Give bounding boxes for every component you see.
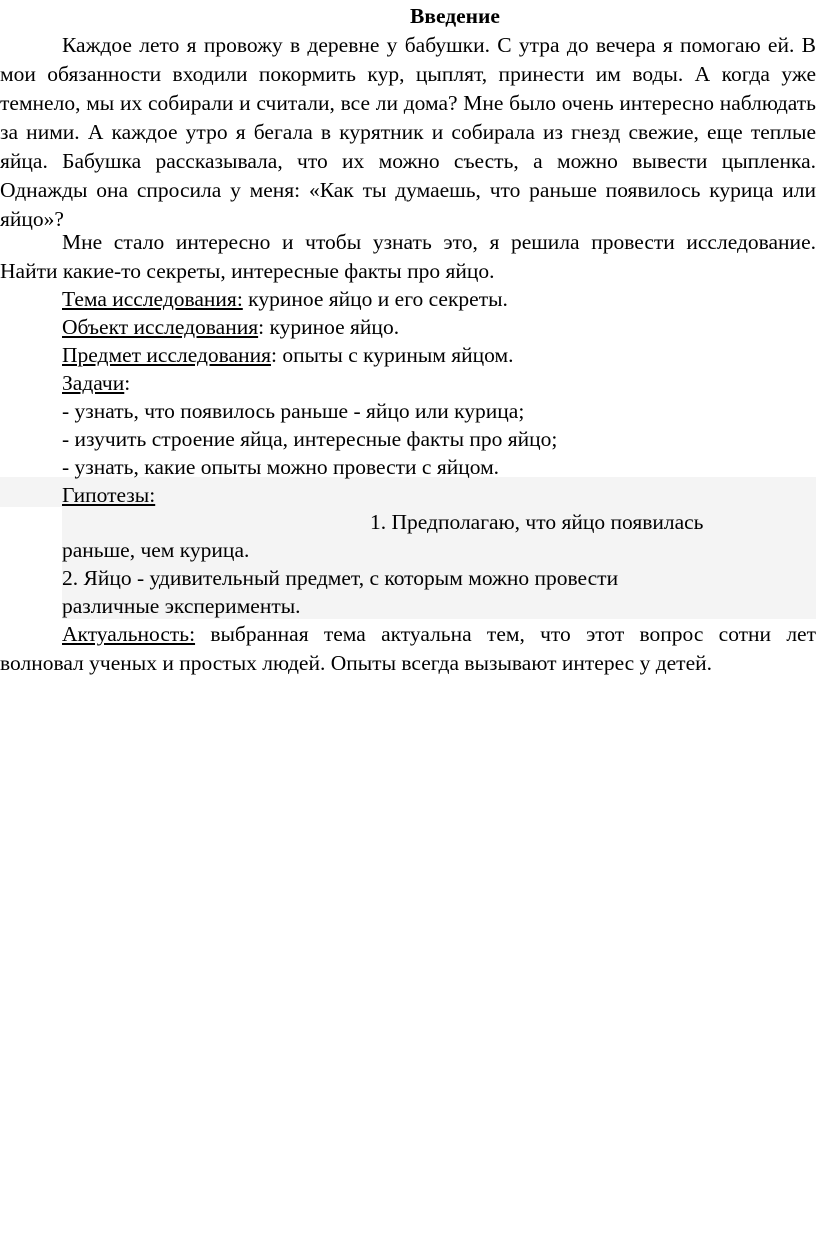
hypotheses-label: Гипотезы: — [62, 483, 156, 507]
tasks-line — [62, 369, 130, 398]
document-title: Введение — [410, 4, 500, 28]
intro-paragraph: Каждое лето я провожу в деревне у бабушки. С утра до вечера я помогаю ей. В мои обязанности входили покормить кур, цыплят, принести им воды. А когда уже темнело, мы их собирали и считали, все ли дома? Мне было очень интересно наблюдать за ними. А каждое утро я бегала в курятник и собирала из гнезд свежие, еще теплые яйца. Бабушка рассказывала, что их можно съесть, а можно вывести цыпленка. Однажды она спросила у меня: «Как ты думаешь, что раньше появилось курица или яйцо»? — [0, 33, 816, 231]
topic-label: Тема исследования: — [62, 287, 243, 311]
object-label: Объект исследования — [62, 315, 259, 339]
subject-value: : опыты с куриным яйцом. — [270, 343, 514, 367]
task-item: - узнать, что появилось раньше - яйцо или курица; — [62, 399, 525, 423]
task-item: - изучить строение яйца, интересные факты про яйцо; — [62, 427, 558, 451]
hypothesis-2-line2: различные эксперименты. — [62, 594, 301, 618]
second-paragraph: Мне стало интересно и чтобы узнать это, я решила провести исследование. Найти какие-то секреты, интересные факты про яйцо. — [0, 230, 816, 283]
topic-line — [62, 285, 508, 314]
subject-line — [62, 341, 513, 370]
hypothesis-1-line2: раньше, чем курица. — [62, 538, 250, 562]
relevance-value: выбранная тема актуальна тем, что этот вопрос сотни лет волновал ученых и простых людей. Опыты всегда вызывают интерес у детей. — [0, 622, 816, 675]
object-line — [62, 313, 399, 342]
task-item: - узнать, какие опыты можно провести с яйцом. — [62, 455, 500, 479]
subject-label: Предмет исследования — [62, 343, 271, 367]
hypotheses-line — [62, 481, 155, 510]
hypothesis-2-line1: 2. Яйцо - удивительный предмет, с которым можно провести — [62, 566, 619, 590]
tasks-label: Задачи — [62, 371, 125, 395]
hypothesis-1-line1: 1. Предполагаю, что яйцо появилась — [370, 510, 704, 534]
relevance-paragraph — [0, 620, 816, 678]
tasks-colon: : — [124, 371, 131, 395]
object-value: : куриное яйцо. — [258, 315, 400, 339]
relevance-label: Актуальность: — [62, 622, 196, 646]
topic-value: куриное яйцо и его секреты. — [242, 287, 508, 311]
